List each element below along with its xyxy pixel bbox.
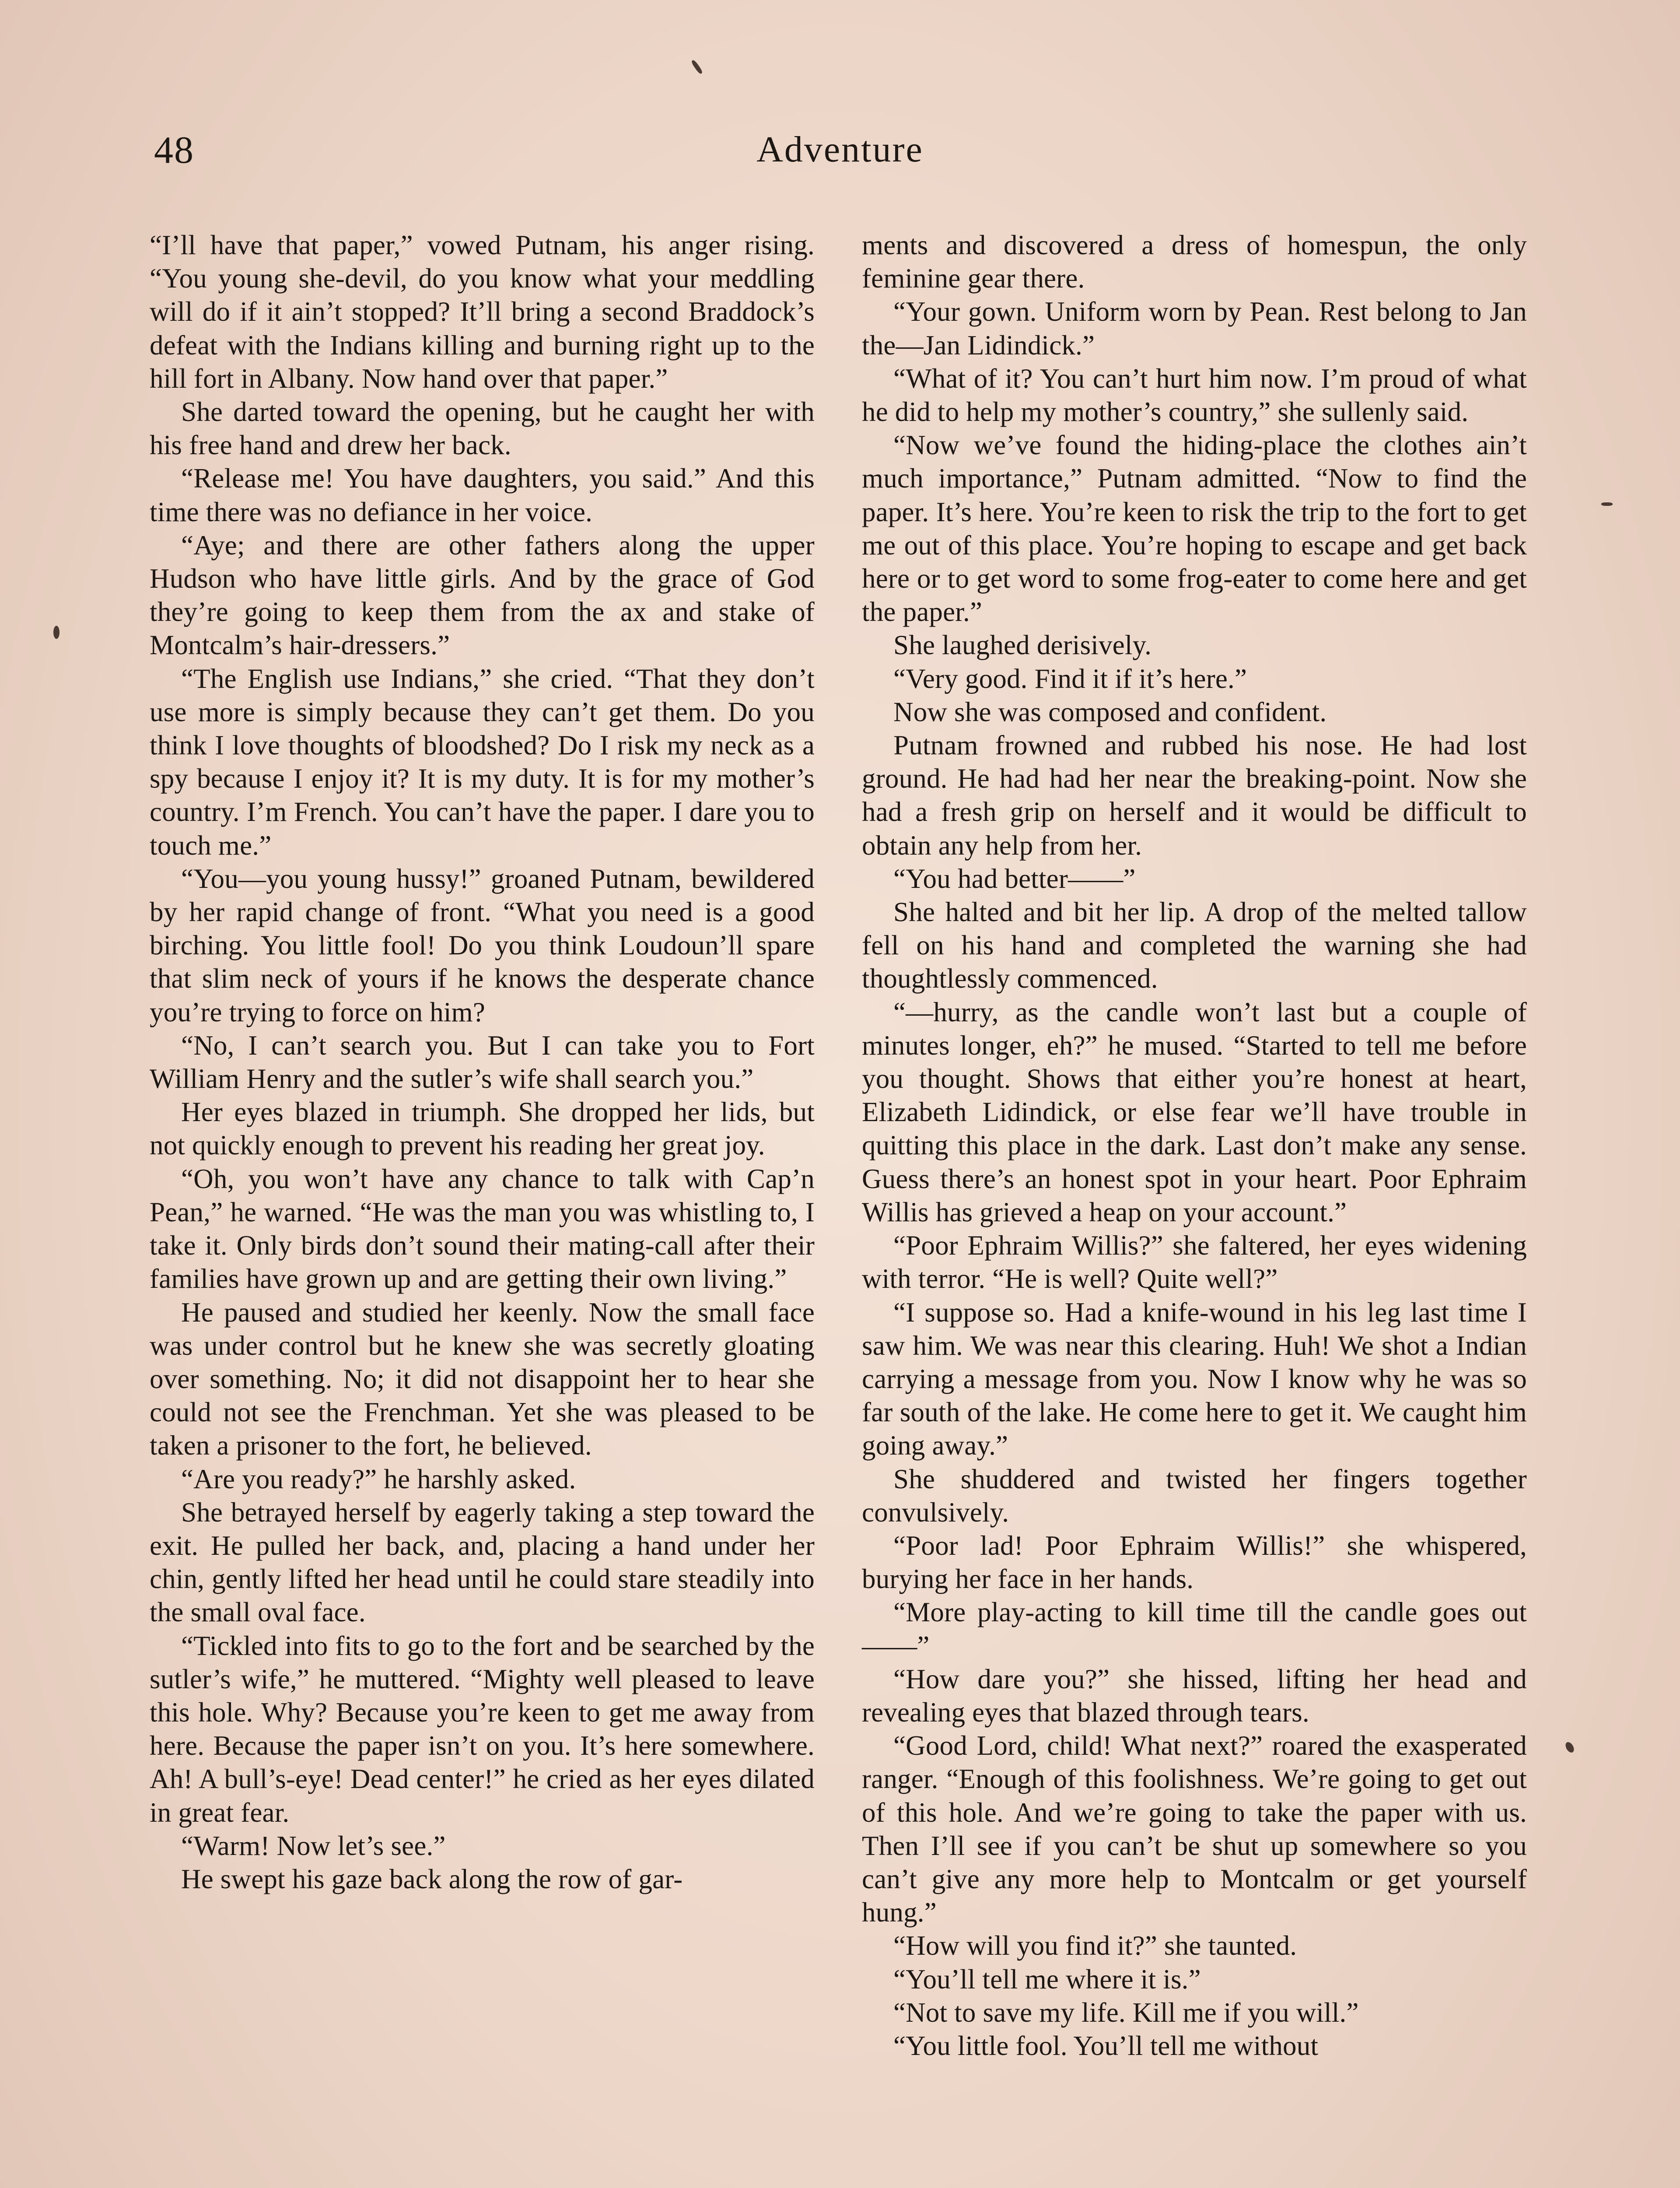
paragraph: “You little fool. You’ll tell me without <box>893 2030 1319 2061</box>
paragraph: “Very good. Find it if it’s here.” <box>893 663 1247 694</box>
paragraph: “Now we’ve found the hiding-place the clothes ain’t much importance,” Putnam admitted. “Now to find the paper. It’s here. You’re keen to risk the trip to the fort to get me out of this place. You’re hoping to escape and get back here or to get word to some frog-eater to come here and get the paper.” <box>862 430 1527 628</box>
paragraph: She darted toward the opening, but he caught her with his free hand and drew her back. <box>150 396 815 461</box>
paragraph: “—hurry, as the candle won’t last but a couple of minutes longer, eh?” he mused. “Started to tell me before you thought. Shows that either you’re honest at heart, Elizabeth Lidindick, or else fear we’ll have trouble in quitting this place in the dark. Last don’t make any sense. Guess there’s an honest spot in your heart. Poor Ephraim Willis has grieved a heap on your account.” <box>862 996 1527 1227</box>
paragraph: “What of it? You can’t hurt him now. I’m proud of what he did to help my mother’s country,” she sullenly said. <box>862 363 1527 428</box>
paragraph: He paused and studied her keenly. Now the small face was under control but he knew she was secretly gloating over something. No; it did not disappoint her to hear she could not see the Frenchman. Yet she was pleased to be taken a prisoner to the fort, he believed. <box>150 1297 815 1461</box>
print-speck <box>1564 1741 1576 1754</box>
paragraph: He swept his gaze back along the row of gar- <box>181 1863 683 1894</box>
print-speck <box>53 626 60 639</box>
right-column <box>862 228 1527 2062</box>
paragraph: “No, I can’t search you. But I can take you to Fort William Henry and the sutler’s wife shall search you.” <box>150 1030 815 1094</box>
paragraph: “How dare you?” she hissed, lifting her head and revealing eyes that blazed through tears. <box>862 1663 1527 1728</box>
paragraph: She halted and bit her lip. A drop of the melted tallow fell on his hand and completed the warning she had thoughtlessly commenced. <box>862 897 1527 994</box>
paragraph: She shuddered and twisted her fingers together convulsively. <box>862 1463 1527 1528</box>
paragraph: “You’ll tell me where it is.” <box>893 1964 1201 1995</box>
paragraph: “Your gown. Uniform worn by Pean. Rest belong to Jan the—Jan Lidindick.” <box>862 296 1527 361</box>
paragraph: “Not to save my life. Kill me if you will.” <box>893 1997 1359 2028</box>
paragraph: “Good Lord, child! What next?” roared the exasperated ranger. “Enough of this foolishness. We’re going to get out of this hole. And we’re going to take the paper with us. Then I’ll see if you can’t be shut up somewhere so you can’t give any more help to Montcalm or get yourself hung.” <box>862 1730 1527 1928</box>
print-speck <box>1601 502 1613 506</box>
paragraph: “More play-acting to kill time till the candle goes out——” <box>862 1597 1527 1661</box>
paragraph: “The English use Indians,” she cried. “That they don’t use more is simply because they can’t get them. Do you think I love thoughts of bloodshed? Do I risk my neck as a spy because I enjoy it? It is my duty. It is for my mother’s country. I’m French. You can’t have the paper. I dare you to touch me.” <box>150 663 815 861</box>
paragraph: “Poor lad! Poor Ephraim Willis!” she whispered, burying her face in her hands. <box>862 1530 1527 1595</box>
print-speck <box>691 59 704 74</box>
paragraph: “Aye; and there are other fathers along the upper Hudson who have little girls. And by the grace of God they’re going to keep them from the ax and stake of Montcalm’s hair-dressers.” <box>150 529 815 661</box>
paragraph: She laughed derisively. <box>893 630 1152 661</box>
paragraph: “Poor Ephraim Willis?” she faltered, her eyes widening with terror. “He is well? Quite well?” <box>862 1230 1527 1294</box>
paragraph: “How will you find it?” she taunted. <box>893 1930 1297 1961</box>
paragraph: ments and discovered a dress of homespun, the only feminine gear there. <box>862 230 1527 294</box>
paragraph: “Warm! Now let’s see.” <box>181 1830 446 1861</box>
paragraph: “I’ll have that paper,” vowed Putnam, his anger rising. “You young she-devil, do you know what your meddling will do if it ain’t stopped? It’ll bring a second Braddock’s defeat with the Indians killing and burning right up to the hill fort in Albany. Now hand over that paper.” <box>150 230 815 394</box>
paragraph: She betrayed herself by eagerly taking a step toward the exit. He pulled her back, and, placing a hand under her chin, gently lifted her head until he could stare steadily into the small oval face. <box>150 1497 815 1628</box>
running-head: Adventure <box>756 129 924 170</box>
paragraph: “Tickled into fits to go to the fort and be searched by the sutler’s wife,” he muttered. “Mighty well pleased to leave this hole. Why? Because you’re keen to get me away from here. Because the paper isn’t on you. It’s here somewhere. Ah! A bull’s-eye! Dead center!” he cried as her eyes dilated in great fear. <box>150 1630 815 1828</box>
paragraph: “Release me! You have daughters, you said.” And this time there was no defiance in her voice. <box>150 463 815 527</box>
paragraph: Her eyes blazed in triumph. She dropped her lids, but not quickly enough to prevent his reading her great joy. <box>150 1097 815 1161</box>
paragraph: “I suppose so. Had a knife-wound in his leg last time I saw him. We was near this clearing. Huh! We shot a Indian carrying a message from you. Now I know why he was so far south of the lake. He come here to get it. We caught him going away.” <box>862 1297 1527 1461</box>
paragraph: “Oh, you won’t have any chance to talk with Cap’n Pean,” he warned. “He was the man you was whistling to, I take it. Only birds don’t sound their mating-call after their families have grown up and are getting their own living.” <box>150 1163 815 1294</box>
page-number: 48 <box>154 129 194 172</box>
paragraph: Putnam frowned and rubbed his nose. He had lost ground. He had had her near the breaking-point. Now she had a fresh grip on herself and it would be difficult to obtain any help from her. <box>862 730 1527 861</box>
paragraph: “You had better——” <box>893 863 1136 894</box>
paragraph: “You—you young hussy!” groaned Putnam, bewildered by her rapid change of front. “What you need is a good birching. You little fool! Do you think Loudoun’ll spare that slim neck of yours if he knows the desperate chance you’re trying to force on him? <box>150 863 815 1027</box>
paragraph: Now she was composed and confident. <box>893 696 1327 727</box>
paragraph: “Are you ready?” he harshly asked. <box>181 1463 576 1494</box>
left-column <box>150 228 815 1896</box>
